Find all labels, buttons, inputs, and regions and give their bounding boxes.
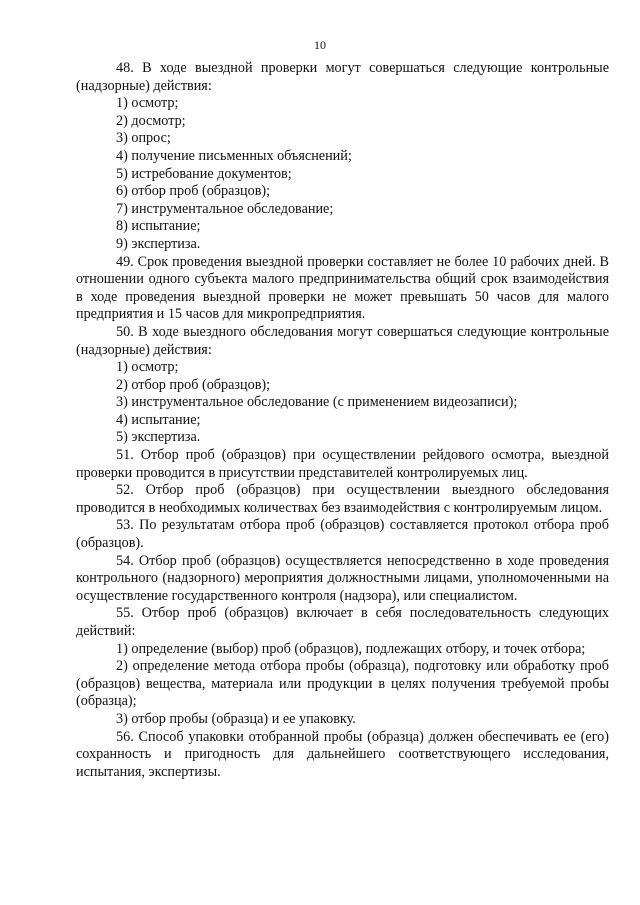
paragraph-48: 48. В ходе выездной проверки могут совершаться следующие контрольные (надзорные) действия: [76,60,609,94]
list-item: 2) отбор проб (образцов); [116,376,271,393]
list-item: 8) испытание; [116,218,201,235]
paragraph-56: 56. Способ упаковки отобранной пробы (образца) должен обеспечивать ее (его) сохранность и пригодность для дальнейшего соответствующего исследования, испытания, экспертизы. [76,728,609,780]
list-item: 7) инструментальное обследование; [116,200,334,217]
list-item: 4) получение письменных объяснений; [116,147,352,164]
list-item: 5) экспертиза. [116,429,201,446]
paragraph-54: 54. Отбор проб (образцов) осуществляется непосредственно в ходе проведения контрольного (надзорного) мероприятия должностными лицами, уполномоченными на осуществление государственного контроля (надзора), или специалистом. [76,552,609,604]
paragraph-50: 50. В ходе выездного обследования могут совершаться следующие контрольные (надзорные) действия: [76,323,609,358]
list-item: 2) досмотр; [116,112,186,129]
paragraph-52: 52. Отбор проб (образцов) при осуществлении выездного обследования проводится в необходимых количествах без взаимодействия с контролируемым лицом. [76,482,609,516]
paragraph-51: 51. Отбор проб (образцов) при осуществлении рейдового осмотра, выездной проверки проводится в присутствии представителей контролируемых лиц. [76,447,609,481]
paragraph-53: 53. По результатам отбора проб (образцов) составляется протокол отбора проб (образцов). [76,517,609,552]
paragraph-55-item-1: 1) определение (выбор) проб (образцов), подлежащих отбору, и точек отбора; [116,640,586,657]
paragraph-55-item-2: 2) определение метода отбора пробы (образца), подготовку или обработку проб (образцов) вещества, материала или продукции в целях получения требуемой пробы (образца); [76,658,609,710]
list-item: 9) экспертиза. [116,235,201,252]
page-number: 10 [314,38,326,52]
document-body [76,60,609,781]
paragraph-55: 55. Отбор проб (образцов) включает в себя последовательность следующих действий: [76,605,609,639]
paragraph-49: 49. Срок проведения выездной проверки составляет не более 10 рабочих дней. В отношении одного субъекта малого предпринимательства общий срок взаимодействия в ходе проведения выездной проверки не может превышать 50 часов для малого предприятия и 15 часов для микропредприятия. [76,253,609,323]
list-item: 1) осмотр; [116,95,179,112]
list-item: 3) инструментальное обследование (с применением видеозаписи); [116,394,518,411]
list-item: 5) истребование документов; [116,165,292,182]
list-item: 1) осмотр; [116,359,179,376]
paragraph-55-item-3: 3) отбор пробы (образца) и ее упаковку. [116,710,356,727]
list-item: 3) опрос; [116,130,171,147]
list-item: 4) испытание; [116,411,201,428]
list-item: 6) отбор проб (образцов); [116,183,271,200]
